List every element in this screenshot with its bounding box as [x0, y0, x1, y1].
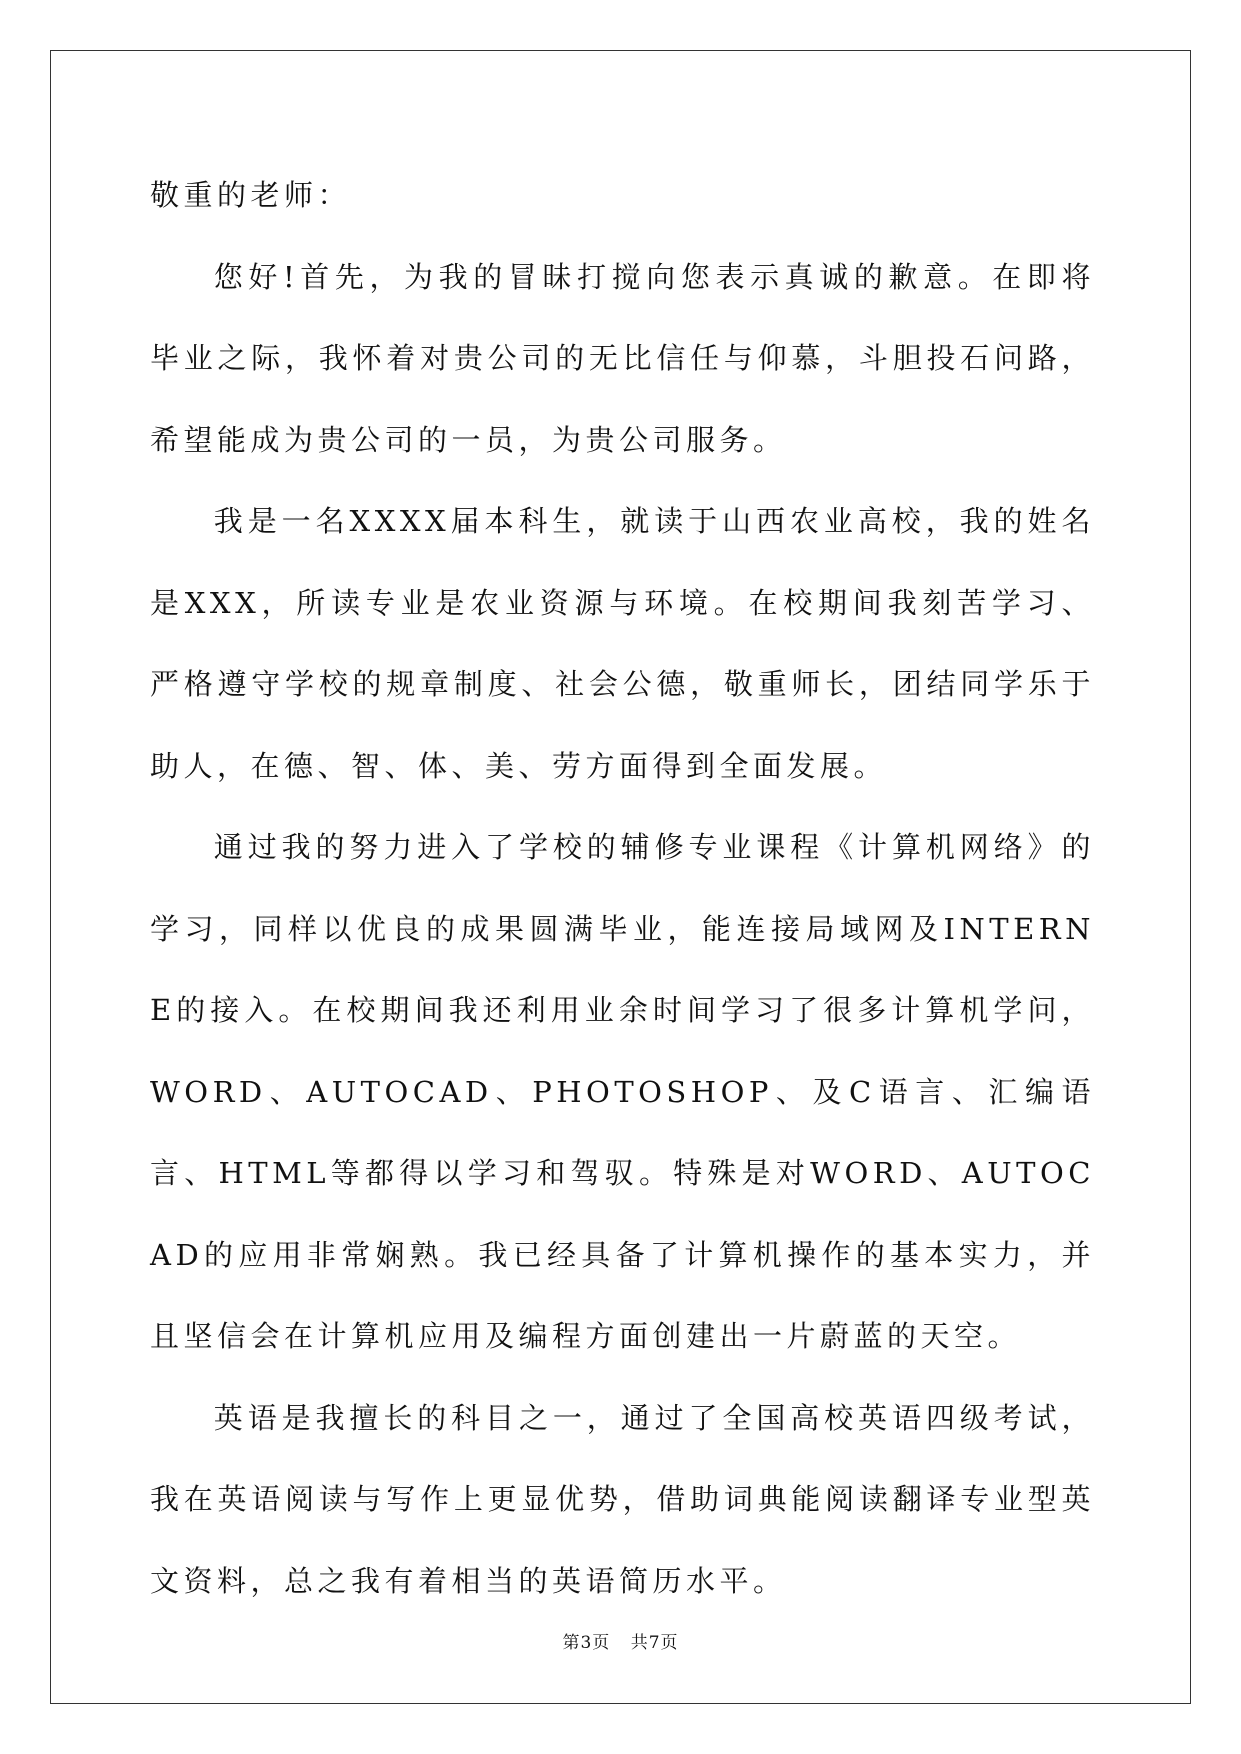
paragraph-greeting: 您好!首先，为我的冒昧打搅向您表示真诚的歉意。在即将毕业之际，我怀着对贵公司的无比信任与仰慕，斗胆投石问路，希望能成为贵公司的一员，为贵公司服务。 [150, 259, 1095, 457]
paragraph-introduction: 我是一名XXXX届本科生，就读于山西农业高校，我的姓名是XXX，所读专业是农业资源与环境。在校期间我刻苦学习、严格遵守学校的规章制度、社会公德，敬重师长，团结同学乐于助人，在德、智、体、美、劳方面得到全面发展。 [150, 504, 1095, 783]
paragraph-english-skills: 英语是我擅长的科目之一，通过了全国高校英语四级考试，我在英语阅读与写作上更显优势，借助词典能阅读翻译专业型英文资料，总之我有着相当的英语简历水平。 [150, 1400, 1095, 1598]
paragraph-computer-skills: 通过我的努力进入了学校的辅修专业课程《计算机网络》的学习，同样以优良的成果圆满毕业，能连接局域网及INTERNE的接入。在校期间我还利用业余时间学习了很多计算机学问，WORD、AUTOCAD、PHOTOSHOP、及C语言、汇编语言、HTML等都得以学习和驾驭。特殊是对WORD、AUTOCAD的应用非常娴熟。我已经具备了计算机操作的基本实力，并且坚信会在计算机应用及编程方面创建出一片蔚蓝的天空。 [150, 830, 1095, 1353]
letter-body [150, 155, 1095, 1622]
salutation: 敬重的老师： [150, 178, 352, 212]
page-number: 第3页 [562, 1633, 611, 1653]
page-total: 共7页 [630, 1633, 679, 1653]
page-footer [0, 1628, 1241, 1653]
